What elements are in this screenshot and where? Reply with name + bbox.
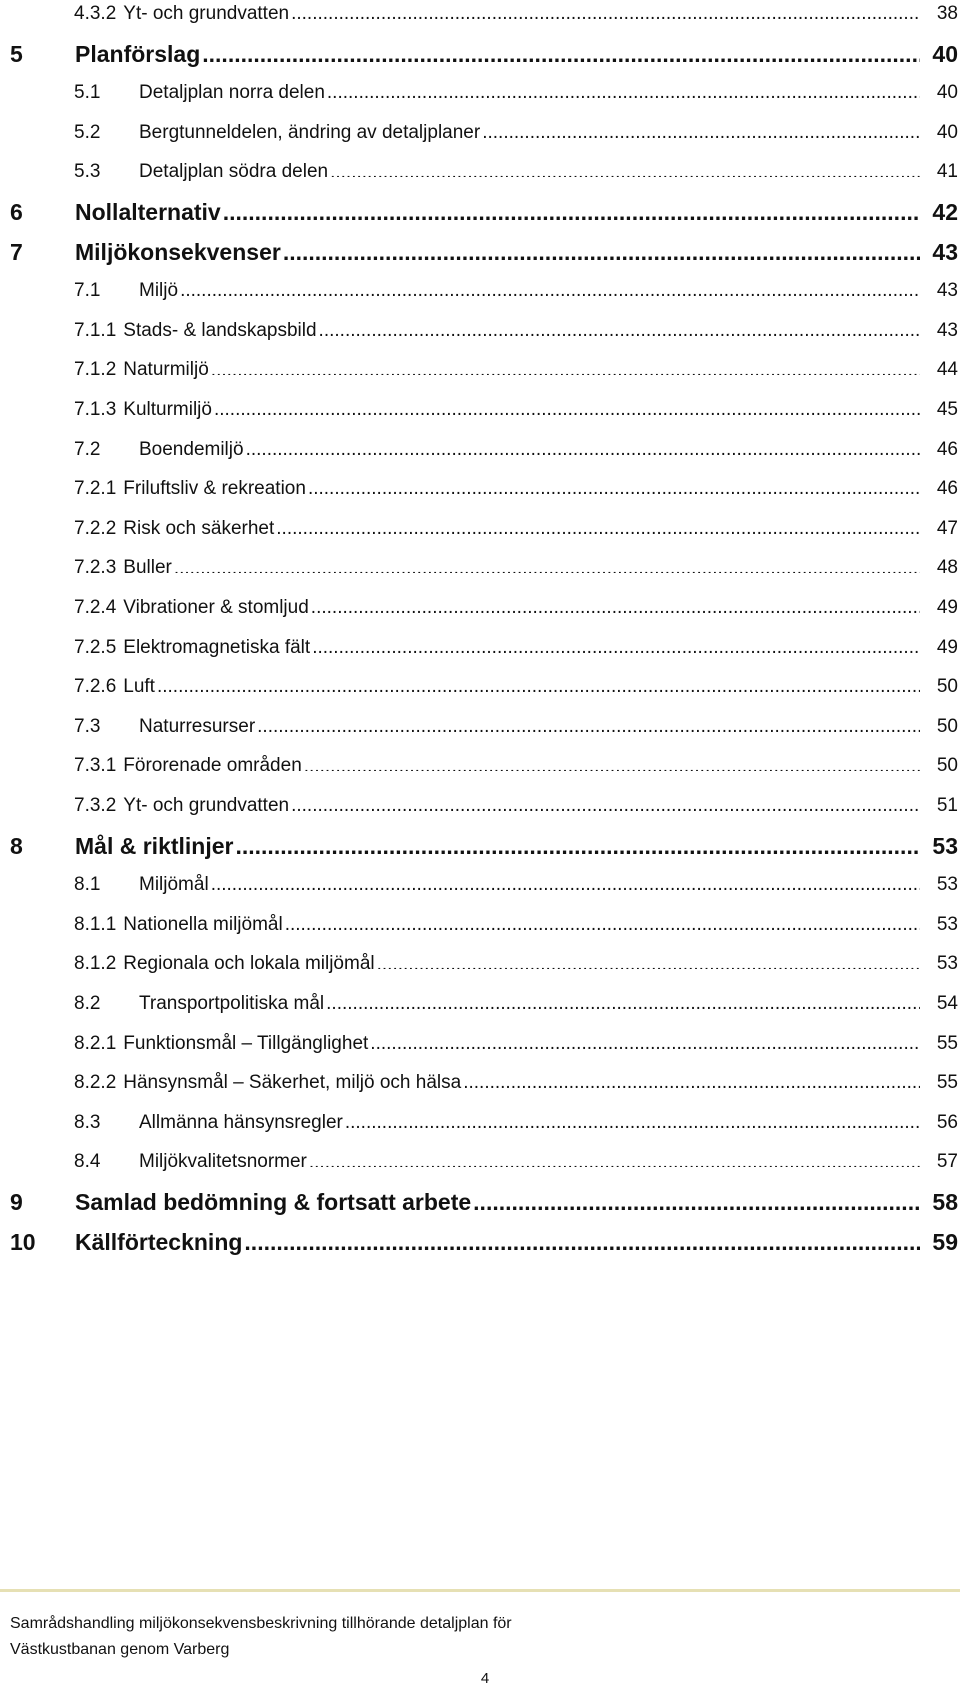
- toc-entry[interactable]: [0, 550, 960, 586]
- toc-entry-number: 5.2: [74, 121, 101, 143]
- toc-entry-number: 7.1: [74, 280, 101, 302]
- toc-entry-title: Kulturmiljö: [123, 399, 212, 420]
- toc-dot-leader: [463, 1065, 920, 1088]
- toc-entry-page: 42: [932, 199, 958, 225]
- toc-entry[interactable]: [0, 1224, 960, 1260]
- toc-entry[interactable]: [0, 36, 960, 72]
- toc-entry-page: 53: [936, 874, 958, 896]
- toc-entry-page: 38: [936, 3, 958, 24]
- toc-entry-page: 57: [936, 1151, 958, 1173]
- toc-entry-title: Regionala och lokala miljömål: [123, 953, 375, 975]
- toc-entry-page: 54: [936, 993, 958, 1014]
- toc-entry-title: Yt- och grundvatten: [123, 795, 290, 816]
- toc-dot-leader: [304, 749, 920, 772]
- toc-entry[interactable]: [0, 0, 960, 32]
- toc-dot-leader: [214, 392, 920, 415]
- toc-entry[interactable]: [0, 1065, 960, 1101]
- toc-dot-leader: [244, 1224, 920, 1252]
- toc-entry-page: 51: [936, 795, 958, 816]
- toc-entry-page: 47: [936, 517, 958, 539]
- toc-entry-title: Buller: [123, 557, 172, 579]
- footer-line-1: Samrådshandling miljökonsekvensbeskrivning tillhörande detaljplan för: [10, 1615, 512, 1632]
- toc-dot-leader: [311, 590, 920, 613]
- toc-entry-title: Vibrationer & stomljud: [123, 597, 309, 618]
- toc-entry-page: 53: [936, 913, 958, 935]
- toc-entry-number: 7.2.3: [74, 557, 117, 579]
- toc-dot-leader: [223, 194, 920, 222]
- toc-dot-leader: [202, 36, 920, 64]
- toc-entry[interactable]: [0, 828, 960, 864]
- toc-entry-title: Nationella miljömål: [123, 913, 283, 935]
- toc-entry-title: Detaljplan södra delen: [139, 161, 329, 183]
- toc-entry[interactable]: [0, 115, 960, 151]
- toc-entry-number: 5: [10, 40, 23, 67]
- toc-entry[interactable]: [0, 1184, 960, 1220]
- toc-entry-number: 8.3: [74, 1111, 101, 1133]
- toc-dot-leader: [211, 353, 920, 376]
- toc-entry-page: 43: [936, 319, 958, 341]
- toc-entry-page: 40: [936, 121, 958, 143]
- toc-dot-leader: [309, 1145, 920, 1168]
- toc-entry-title: Planförslag: [75, 40, 201, 67]
- toc-entry-number: 8.4: [74, 1151, 101, 1173]
- toc-entry-number: 5.3: [74, 161, 101, 183]
- toc-dot-leader: [157, 669, 920, 692]
- toc-entry-title: Stads- & landskapsbild: [123, 319, 317, 341]
- toc-entry-page: 50: [936, 715, 958, 737]
- toc-entry[interactable]: [0, 867, 960, 903]
- toc-entry-number: 6: [10, 199, 23, 225]
- toc-entry-number: 7.1.2: [74, 359, 117, 381]
- toc-entry-title: Miljökvalitetsnormer: [139, 1151, 307, 1173]
- toc-entry-number: 7.2.5: [74, 636, 117, 658]
- toc-entry[interactable]: [0, 669, 960, 705]
- toc-entry[interactable]: [0, 432, 960, 468]
- footer-divider: [0, 1589, 960, 1592]
- toc-entry-number: 5.1: [74, 82, 101, 104]
- toc-dot-leader: [291, 788, 920, 811]
- toc-entry-title: Miljö: [139, 280, 179, 302]
- toc-entry[interactable]: [0, 590, 960, 626]
- toc-entry-title: Naturmiljö: [123, 359, 209, 381]
- toc-entry-title: Miljökonsekvenser: [75, 238, 281, 265]
- toc-dot-leader: [319, 313, 920, 336]
- toc-entry[interactable]: [0, 273, 960, 309]
- toc-entry-title: Friluftsliv & rekreation: [123, 478, 306, 500]
- toc-entry[interactable]: [0, 1026, 960, 1062]
- toc-entry-number: 4.3.2: [74, 3, 117, 24]
- toc-dot-leader: [473, 1184, 920, 1212]
- toc-entry[interactable]: [0, 630, 960, 666]
- toc-entry-title: Yt- och grundvatten: [123, 3, 290, 24]
- toc-entry-page: 43: [936, 280, 958, 302]
- toc-dot-leader: [276, 511, 920, 534]
- toc-entry-page: 55: [936, 1032, 958, 1054]
- page-number: 4: [480, 1670, 490, 1687]
- toc-entry-number: 8.2.1: [74, 1032, 117, 1054]
- toc-entry-page: 43: [932, 238, 958, 265]
- toc-entry[interactable]: [0, 709, 960, 745]
- toc-entry-title: Hänsynsmål – Säkerhet, miljö och hälsa: [123, 1072, 462, 1094]
- toc-entry-page: 41: [936, 161, 958, 183]
- toc-entry-title: Mål & riktlinjer: [75, 832, 234, 859]
- toc-entry-title: Förorenade områden: [123, 755, 302, 777]
- toc-entry-number: 7.1.1: [74, 319, 117, 341]
- toc-dot-leader: [180, 273, 920, 296]
- toc-dot-leader: [174, 551, 920, 574]
- toc-entry-page: 50: [936, 676, 958, 698]
- toc-entry-number: 8.2: [74, 993, 101, 1014]
- footer-text: [10, 1611, 512, 1663]
- toc-entry-title: Allmänna hänsynsregler: [139, 1111, 343, 1133]
- toc-entry-page: 49: [936, 636, 958, 658]
- toc-entry-page: 49: [936, 597, 958, 618]
- toc-dot-leader: [370, 1026, 920, 1049]
- toc-entry-number: 7.2.4: [74, 597, 117, 618]
- toc-entry-number: 7.2.2: [74, 517, 117, 539]
- toc-dot-leader: [211, 867, 920, 890]
- toc-entry-number: 7.2: [74, 438, 101, 460]
- toc-entry-title: Naturresurser: [139, 715, 256, 737]
- toc-dot-leader: [377, 947, 920, 970]
- toc-entry[interactable]: [0, 748, 960, 784]
- toc-entry-number: 7.2.6: [74, 676, 117, 698]
- toc-dot-leader: [312, 630, 920, 653]
- toc-dot-leader: [283, 234, 920, 262]
- toc-entry-page: 53: [936, 953, 958, 975]
- toc-dot-leader: [326, 986, 920, 1009]
- toc-entry[interactable]: [0, 788, 960, 824]
- toc-entry-page: 40: [936, 82, 958, 104]
- toc-entry[interactable]: [0, 946, 960, 982]
- toc-entry-number: 10: [10, 1228, 36, 1255]
- toc-entry-page: 46: [936, 438, 958, 460]
- toc-entry-page: 45: [936, 399, 958, 420]
- toc-dot-leader: [257, 709, 920, 732]
- toc-entry-page: 48: [936, 557, 958, 579]
- toc-entry-title: Samlad bedömning & fortsatt arbete: [75, 1189, 472, 1215]
- toc-entry-number: 7.1.3: [74, 399, 117, 420]
- toc-entry[interactable]: [0, 986, 960, 1022]
- toc-entry[interactable]: [0, 75, 960, 111]
- toc-entry-number: 7.3.1: [74, 755, 117, 777]
- toc-entry-number: 8.1.1: [74, 913, 117, 935]
- toc-entry[interactable]: [0, 1105, 960, 1141]
- toc-dot-leader: [235, 828, 920, 856]
- toc-entry-number: 7.3: [74, 715, 101, 737]
- toc-entry[interactable]: [0, 511, 960, 547]
- toc-entry-title: Källförteckning: [75, 1228, 243, 1255]
- toc-entry-page: 40: [932, 40, 958, 67]
- toc-entry-title: Elektromagnetiska fält: [123, 636, 311, 658]
- toc-entry-page: 58: [932, 1189, 958, 1215]
- toc-entry-title: Funktionsmål – Tillgänglighet: [123, 1032, 369, 1054]
- toc-entry-page: 59: [932, 1228, 958, 1255]
- toc-entry-title: Luft: [123, 676, 155, 698]
- footer-line-2: Västkustbanan genom Varberg: [10, 1641, 230, 1658]
- toc-entry-title: Nollalternativ: [75, 199, 221, 225]
- toc-entry-number: 7.2.1: [74, 478, 117, 500]
- toc-dot-leader: [345, 1105, 920, 1128]
- toc-entry-title: Transportpolitiska mål: [139, 993, 325, 1014]
- toc-entry[interactable]: [0, 352, 960, 388]
- toc-entry-title: Miljömål: [139, 874, 209, 896]
- toc-entry-page: 53: [932, 832, 958, 859]
- toc-entry[interactable]: [0, 313, 960, 349]
- toc-dot-leader: [482, 115, 920, 138]
- toc-entry[interactable]: [0, 154, 960, 190]
- toc-entry-number: 9: [10, 1189, 23, 1215]
- toc-entry-page: 50: [936, 755, 958, 777]
- toc-entry-number: 8.1: [74, 874, 101, 896]
- toc-entry[interactable]: [0, 907, 960, 943]
- toc-entry-number: 8.1.2: [74, 953, 117, 975]
- toc-dot-leader: [308, 471, 920, 494]
- toc-entry-title: Bergtunneldelen, ändring av detaljplaner: [139, 121, 481, 143]
- toc-entry-number: 8.2.2: [74, 1072, 117, 1094]
- toc-entry-number: 7: [10, 238, 23, 265]
- toc-entry-number: 8: [10, 832, 23, 859]
- toc-entry[interactable]: [0, 1144, 960, 1180]
- toc-entry[interactable]: [0, 471, 960, 507]
- toc-dot-leader: [285, 907, 920, 930]
- toc-entry-page: 46: [936, 478, 958, 500]
- toc-entry-title: Risk och säkerhet: [123, 517, 275, 539]
- toc-entry-page: 56: [936, 1111, 958, 1133]
- toc-dot-leader: [291, 0, 920, 19]
- toc-entry-title: Detaljplan norra delen: [139, 82, 325, 104]
- toc-entry[interactable]: [0, 194, 960, 230]
- toc-entry-title: Boendemiljö: [139, 438, 244, 460]
- toc-entry-page: 44: [936, 359, 958, 381]
- toc-entry-page: 55: [936, 1072, 958, 1094]
- toc-entry[interactable]: [0, 234, 960, 270]
- toc-entry[interactable]: [0, 392, 960, 428]
- toc-dot-leader: [327, 75, 920, 98]
- toc-dot-leader: [330, 155, 920, 178]
- toc-entry-number: 7.3.2: [74, 795, 117, 816]
- toc-dot-leader: [246, 432, 920, 455]
